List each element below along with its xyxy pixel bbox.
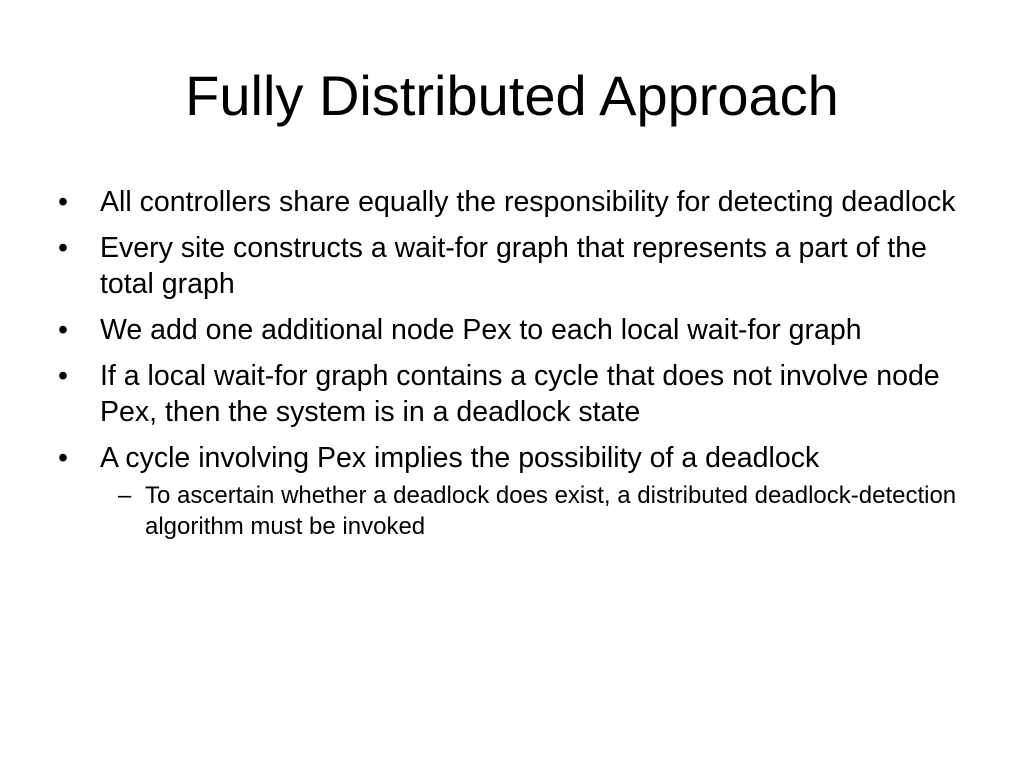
bullet-item bbox=[58, 440, 988, 476]
bullet-item bbox=[58, 230, 988, 302]
bullet-text: We add one additional node Pex to each local wait-for graph bbox=[100, 314, 862, 346]
bullet-marker: • bbox=[58, 442, 68, 474]
bullet-marker: • bbox=[58, 360, 68, 392]
bullet-marker: • bbox=[58, 186, 68, 218]
sub-bullet-item bbox=[118, 480, 988, 542]
bullet-text: Every site constructs a wait-for graph that represents a part of the total graph bbox=[100, 232, 927, 300]
bullet-list bbox=[58, 184, 988, 542]
bullet-marker: • bbox=[58, 314, 68, 346]
sub-bullet-text: To ascertain whether a deadlock does exist, a distributed deadlock-detection algorithm must be invoked bbox=[145, 482, 957, 540]
bullet-item bbox=[58, 184, 988, 220]
bullet-item bbox=[58, 358, 988, 430]
bullet-text: A cycle involving Pex implies the possibility of a deadlock bbox=[100, 442, 820, 474]
bullet-text: All controllers share equally the responsibility for detecting deadlock bbox=[100, 186, 956, 218]
bullet-item bbox=[58, 312, 988, 348]
bullet-marker: • bbox=[58, 232, 68, 264]
sub-bullet-marker: – bbox=[118, 482, 132, 509]
bullet-text: If a local wait-for graph contains a cycle that does not involve node Pex, then the system is in a deadlock state bbox=[100, 360, 940, 428]
slide-title: Fully Distributed Approach bbox=[185, 64, 839, 127]
